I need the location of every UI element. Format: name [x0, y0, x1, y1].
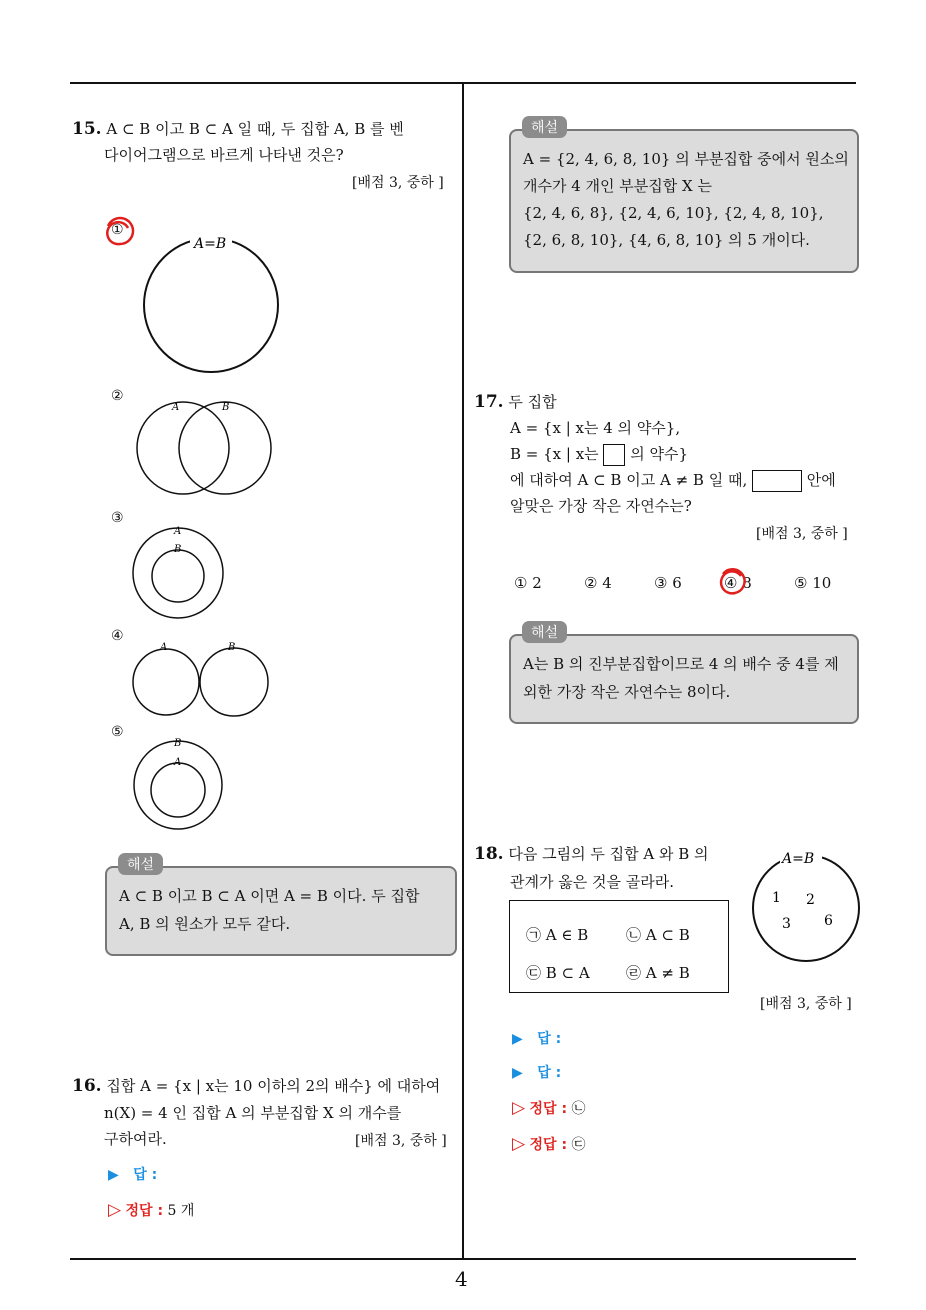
q16-solution-value: 5 개 [167, 1203, 195, 1219]
q16-explain-line3: {2, 4, 6, 8}, {2, 4, 6, 10}, {2, 4, 8, 10}, [523, 204, 824, 222]
q15-opt2-label-a: A [172, 402, 180, 413]
q18-solution-marker-2: ▷ [512, 1134, 526, 1154]
q17-line4-pre: 에 대하여 A ⊂ B 이고 A ≠ B 일 때, [510, 471, 748, 489]
q18-venn-circle [753, 855, 859, 961]
q18-answer-marker-1: ▶ [512, 1031, 523, 1047]
q16-answer-label: 답 : [133, 1167, 158, 1183]
q15-option-1-label[interactable]: ① [111, 222, 124, 238]
q18-answer-row-2[interactable] [512, 1062, 561, 1082]
q15-opt5-outer [134, 741, 222, 829]
q15-explain-tag: 해설 [118, 853, 163, 875]
q17-set-a: A = {x | x는 4 의 약수}, [510, 419, 681, 437]
q18-answer-row-1[interactable] [512, 1028, 561, 1048]
q15-meta: [배점 3, 중하 ] [352, 175, 444, 191]
q16-answer-marker: ▶ [108, 1167, 119, 1183]
q18-element-2: 2 [806, 892, 815, 908]
q16-line3: 구하여라. [104, 1130, 167, 1148]
q18-solution-label-2: 정답 : [529, 1137, 568, 1153]
q18-answer-label-1: 답 : [537, 1031, 562, 1047]
q16-solution-marker: ▷ [108, 1200, 122, 1220]
q15-opt2-circle-a [137, 402, 229, 494]
q18-element-6: 6 [824, 913, 833, 929]
q18-element-3: 3 [782, 916, 791, 932]
q17-line4 [510, 467, 836, 493]
q18-text-line1 [474, 841, 709, 867]
q15-opt5-label-b: B [174, 738, 182, 749]
q15-opt5-inner [151, 763, 205, 817]
q15-opt3-outer [133, 528, 223, 618]
q16-meta: [배점 3, 중하 ] [355, 1133, 447, 1149]
q17-choice-2[interactable]: ② 4 [584, 574, 612, 592]
q15-option-2-label[interactable]: ② [111, 388, 124, 404]
q18-solution-label-1: 정답 : [529, 1101, 568, 1117]
q16-explain-line4: {2, 6, 8, 10}, {4, 6, 8, 10} 의 5 개이다. [523, 231, 810, 249]
q15-diagrams [0, 0, 462, 830]
q15-opt1-circle [144, 238, 278, 372]
q17-blank-box [603, 444, 625, 466]
q18-meta: [배점 3, 중하 ] [760, 996, 852, 1012]
q18-solution-value-1: ㉡ [571, 1101, 586, 1117]
q15-opt4-label-a: A [160, 642, 168, 653]
q17-choice-5[interactable]: ⑤ 10 [794, 574, 832, 592]
q17-text-line1 [474, 389, 557, 415]
q16-explain-tag: 해설 [522, 116, 567, 138]
q15-opt4-label-b: B [228, 642, 236, 653]
q17-line4-post: 안에 [806, 471, 836, 489]
q18-solution-marker-1: ▷ [512, 1098, 526, 1118]
q16-solution-label: 정답 : [125, 1203, 164, 1219]
q18-venn-label: A=B [782, 851, 815, 867]
q17-choice-1[interactable]: ① 2 [514, 574, 542, 592]
q18-option-4[interactable]: ㉣ A ≠ B [626, 964, 690, 982]
q15-opt2-circle-b [179, 402, 271, 494]
q16-answer-row[interactable] [108, 1164, 157, 1184]
q16-number: 16. [72, 1076, 102, 1096]
bottom-rule [70, 1258, 856, 1260]
q18-answer-label-2: 답 : [537, 1065, 562, 1081]
q15-explain-line2: A, B 의 원소가 모두 같다. [119, 915, 291, 933]
q15-opt2-label-b: B [222, 402, 230, 413]
q17-answer-mark [715, 566, 749, 600]
q15-option-5-label[interactable]: ⑤ [111, 724, 124, 740]
q17-explain-line1: A는 B 의 진부분집합이므로 4 의 배수 중 4를 제 [523, 655, 839, 673]
q15-opt3-inner [152, 550, 204, 602]
q18-line1: 다음 그림의 두 집합 A 와 B 의 [508, 845, 709, 863]
q15-opt5-label-a: A [174, 757, 182, 768]
q17-meta: [배점 3, 중하 ] [756, 526, 848, 542]
q18-number: 18. [474, 844, 504, 864]
q17-line5: 알맞은 가장 작은 자연수는? [510, 497, 692, 515]
q17-number: 17. [474, 392, 504, 412]
q17-blank-box-wide [752, 470, 802, 492]
q15-opt3-label-a: A [174, 526, 182, 537]
q17-set-b [510, 441, 688, 467]
q15-opt1-label: A=B [194, 236, 227, 252]
q17-choice-4[interactable]: ④ 8 [724, 574, 752, 592]
q15-line1: A ⊂ B 이고 B ⊂ A 일 때, 두 집합 A, B 를 벤 [106, 120, 404, 138]
q17-line1: 두 집합 [508, 393, 557, 411]
q15-explain-line1: A ⊂ B 이고 B ⊂ A 이면 A = B 이다. 두 집합 [119, 887, 420, 905]
q16-explain-line2: 개수가 4 개인 부분집합 X 는 [523, 177, 712, 195]
q15-number: 15. [72, 119, 102, 139]
q16-explain-line1: A = {2, 4, 6, 8, 10} 의 부분집합 중에서 원소의 [523, 150, 849, 168]
q15-line2: 다이어그램으로 바르게 나타낸 것은? [104, 146, 344, 164]
column-divider [462, 82, 464, 1260]
q18-solution-value-2: ㉢ [571, 1137, 586, 1153]
q18-solution-row-1 [512, 1098, 586, 1118]
q15-opt4-circle-a [133, 649, 199, 715]
q16-line2: n(X) = 4 인 집합 A 의 부분집합 X 의 개수를 [104, 1104, 402, 1122]
q17-explain-tag: 해설 [522, 621, 567, 643]
q15-opt4-circle-b [200, 648, 268, 716]
q18-option-3[interactable]: ㉢ B ⊂ A [526, 964, 590, 982]
q18-line2: 관계가 옳은 것을 골라라. [510, 873, 674, 891]
q18-venn-diagram [740, 840, 860, 970]
q17-set-b-pre: B = {x | x는 [510, 445, 599, 463]
q15-opt3-label-b: B [174, 544, 182, 555]
q15-option-4-label[interactable]: ④ [111, 628, 124, 644]
q18-option-2[interactable]: ㉡ A ⊂ B [626, 926, 690, 944]
q17-choice-3[interactable]: ③ 6 [654, 574, 682, 592]
q16-solution-row [108, 1200, 194, 1220]
q17-set-b-post: 의 약수} [630, 445, 689, 463]
q18-solution-row-2 [512, 1134, 586, 1154]
page-number: 4 [455, 1267, 468, 1291]
q18-element-1: 1 [772, 890, 781, 906]
q16-text-line1 [72, 1073, 440, 1099]
answer-mark-circle [107, 218, 133, 244]
q18-option-1[interactable]: ㉠ A ∈ B [526, 926, 589, 944]
q16-line1: 집합 A = {x | x는 10 이하의 2의 배수} 에 대하여 [106, 1077, 441, 1095]
q18-answer-marker-2: ▶ [512, 1065, 523, 1081]
q17-explain-line2: 외한 가장 작은 자연수는 8이다. [523, 683, 731, 701]
q15-option-3-label[interactable]: ③ [111, 510, 124, 526]
